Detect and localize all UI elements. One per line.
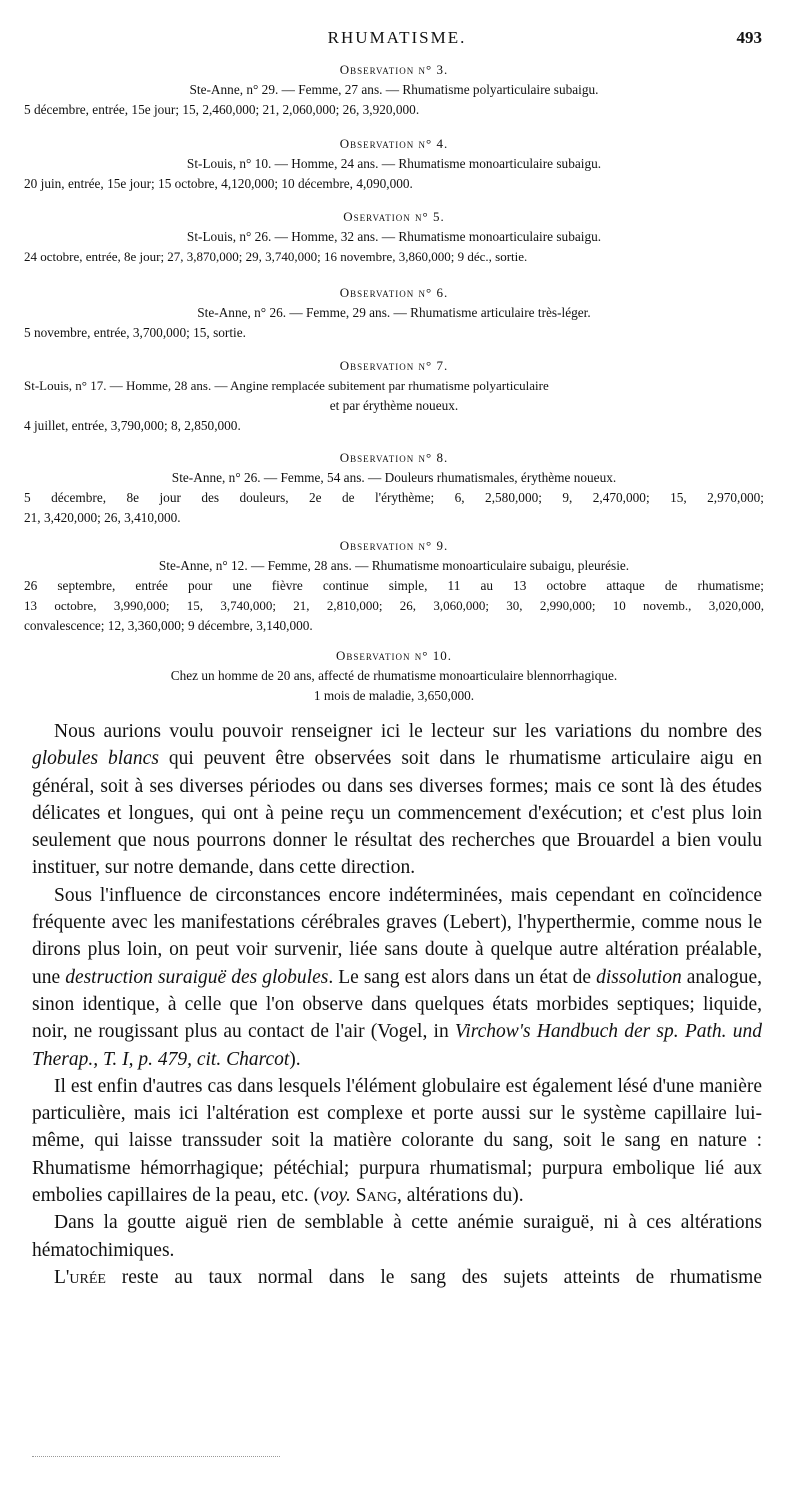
- observation-title: Observation n° 8.: [339, 450, 449, 465]
- observation-line: 1 mois de maladie, 3,650,000.: [313, 688, 475, 703]
- observation-line: St-Louis, n° 10. — Homme, 24 ans. — Rhumatisme monoarticulaire subaigu.: [186, 156, 602, 171]
- observation-line: 4 juillet, entrée, 3,790,000; 8, 2,850,000.: [24, 418, 241, 433]
- observation-title: Observation n° 7.: [339, 358, 449, 373]
- page-header: [32, 28, 762, 54]
- text-run: ).: [289, 1048, 301, 1070]
- small-caps-term: Sang: [355, 1185, 397, 1207]
- small-caps-term: L'urée: [54, 1266, 106, 1288]
- observation-title: Observation n° 3.: [339, 62, 449, 77]
- text-run: Sous l'influence de circonstances encore indéterminées, mais cependant en coïncidence fréquente avec les manifestations cérébrales graves (Lebert), l'hyperthermie, comme nous le dirons plus loin, on peut voir survenir, liée sans doute à quelque autre altération préalable, une: [32, 884, 762, 988]
- text-run: Dans la goutte aiguë rien de semblable à cette anémie suraiguë, ni à ces altérations hématochimiques.: [32, 1212, 762, 1261]
- observation-line: Chez un homme de 20 ans, affecté de rhumatisme monoarticulaire blennorrhagique.: [170, 668, 618, 683]
- body-text: [32, 718, 762, 1291]
- observation-5: [24, 207, 764, 267]
- observation-line: 24 octobre, entrée, 8e jour; 27, 3,870,000; 29, 3,740,000; 16 novembre, 3,860,000; 9 déc., sortie.: [24, 249, 528, 264]
- observation-line: 13 octobre, 3,990,000; 15, 3,740,000; 21, 2,810,000; 26, 3,060,000; 30, 2,990,000; 10 novemb., 3,020,000,: [24, 598, 764, 613]
- observation-line: Ste-Anne, n° 29. — Femme, 27 ans. — Rhumatisme polyarticulaire subaigu.: [189, 82, 599, 97]
- italic-term: voy.: [320, 1185, 351, 1207]
- footer-dotted-rule: [32, 1456, 280, 1457]
- paragraph-destruction: [32, 882, 762, 1073]
- observation-4: [24, 134, 764, 194]
- observation-9: [24, 536, 764, 636]
- observation-line: St-Louis, n° 26. — Homme, 32 ans. — Rhumatisme monoarticulaire subaigu.: [186, 229, 602, 244]
- text-run: analogue, sinon identique, à celle que l'on observe dans quelques états morbides septiques; liquide, noir, ne rougissant plus au contact de l'air (Vogel, in: [32, 966, 763, 1043]
- observation-line: Ste-Anne, n° 26. — Femme, 54 ans. — Douleurs rhumatismales, érythème noueux.: [171, 470, 617, 485]
- text-run: reste au taux normal dans le sang des sujets atteints de rhumatisme: [105, 1266, 762, 1288]
- observation-line: convalescence; 12, 3,360,000; 9 décembre, 3,140,000.: [24, 618, 313, 633]
- page-number: 493: [736, 28, 762, 47]
- italic-citation: Virchow's Handbuch der sp. Path. und Therap., T. I, p. 479, cit. Charcot: [32, 1021, 762, 1070]
- observation-title: Observation n° 6.: [339, 285, 449, 300]
- observation-line: 5 décembre, entrée, 15e jour; 15, 2,460,000; 21, 2,060,000; 26, 3,920,000.: [24, 102, 420, 117]
- running-title: RHUMATISME.: [327, 28, 467, 47]
- observation-line: Ste-Anne, n° 12. — Femme, 28 ans. — Rhumatisme monoarticulaire subaigu, pleurésie.: [158, 558, 630, 573]
- observation-line: St-Louis, n° 17. — Homme, 28 ans. — Angine remplacée subitement par rhumatisme polyarticulaire: [24, 378, 549, 393]
- italic-term: globules blancs: [32, 748, 159, 770]
- observation-title: Oservation n° 5.: [343, 209, 445, 224]
- observation-line: 21, 3,420,000; 26, 3,410,000.: [24, 510, 181, 525]
- italic-term: destruction suraiguë des globules: [65, 966, 329, 988]
- observation-8: [24, 448, 764, 528]
- observation-6: [24, 283, 764, 343]
- observation-title: Observation n° 9.: [339, 538, 449, 553]
- paragraph-goutte: [32, 1209, 762, 1264]
- observation-line: 5 décembre, 8e jour des douleurs, 2e de l'érythème; 6, 2,580,000; 9, 2,470,000; 15, 2,970,000;: [24, 490, 764, 505]
- observation-line: 20 juin, entrée, 15e jour; 15 octobre, 4,120,000; 10 décembre, 4,090,000.: [24, 176, 413, 191]
- text-run: Il est enfin d'autres cas dans lesquels l'élément globulaire est également lésé d'une manière particulière, mais ici l'altération est complexe et porte aussi sur le système capillaire lui-même, qui laisse transsuder soit la matière colorante du sang, soit le sang en nature : Rhumatisme hémorrhagique; pétéchial; purpura rhumatismal; purpura embolique lié aux embolies capillaires de la peau, etc. (: [32, 1075, 762, 1207]
- observation-line: 26 septembre, entrée pour une fièvre continue simple, 11 au 13 octobre attaque de rhumatisme;: [24, 578, 764, 593]
- paragraph-globules-blancs: [32, 718, 762, 882]
- observation-3: [24, 60, 764, 120]
- text-run: Nous aurions voulu pouvoir renseigner ici le lecteur sur les variations du nombre des: [54, 721, 762, 742]
- observation-line: Ste-Anne, n° 26. — Femme, 29 ans. — Rhumatisme articulaire très-léger.: [197, 305, 591, 320]
- paragraph-capillaire: [32, 1073, 762, 1209]
- observation-line: et par érythème noueux.: [329, 398, 459, 413]
- italic-term: dissolution: [596, 966, 682, 988]
- text-run: . Le sang est alors dans un état de: [328, 966, 597, 988]
- observation-line: 5 novembre, entrée, 3,700,000; 15, sortie.: [24, 325, 246, 340]
- text-run: qui peuvent être observées soit dans le rhumatisme articulaire aigu en général, soit à ses diverses périodes ou dans ses diverses formes; mais ce sont là des études délicates et longues, qui ont à peine reçu un commencement d'exécution; et c'est plus loin seulement que nous pourrons donner le résultat des recherches que Brouardel a bien voulu instituer, sur notre demande, dans cette direction.: [32, 748, 762, 879]
- observation-10: [24, 646, 764, 706]
- observation-title: Observation n° 4.: [339, 136, 449, 151]
- paragraph-uree: [32, 1264, 762, 1291]
- observation-title: Observation n° 10.: [336, 648, 452, 663]
- text-run: , altérations du).: [396, 1185, 524, 1207]
- observation-7: [24, 356, 764, 436]
